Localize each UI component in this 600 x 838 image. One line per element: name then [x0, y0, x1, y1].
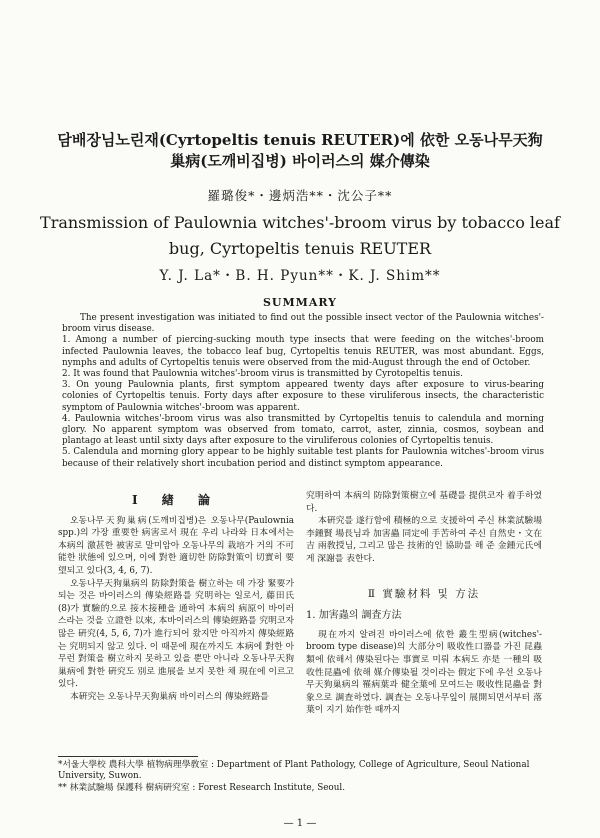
summary-item: 1. Among a number of piercing-sucking mouth type insects that were feeding on the witches'-broom infected Paulownia leaves, the tobacco leaf bug, Cyrtopeltis tenuis REUTER, was most abundant. Eggs, nymphs and adults of Cyrtopeltis tenuis were observed from the mid-August through the end of October. [62, 335, 544, 368]
korean-title-line2: 巢病(도깨비집병) 바이러스의 媒介傳染 [170, 152, 430, 170]
body-paragraph: 오동나무天狗巢病의 防除對策을 樹立하는 데 가장 緊要가 되는 것은 바이러스의 傳染經路를 究明하는 일로서, 藤田氏(8)가 實驗的으로 接木接種을 通하여 本病의 病原이 바이러스라는 것을 立證한 以來, 本바이러스의 傳染經路를 究明코자 많은 硏究(4, 5, 6, 7)가 進行되어 왔지만 아직까지 傳染經路는 究明되지 않고 있다. 이 때문에 現在까지도 本病에 對한 아무런 對策을 樹立하지 못하고 있을 뿐만 아니라 오동나무天狗巢病에 對한 硏究도 別로 進展을 보지 못한 채 現在에 이르고 있다. [58, 578, 294, 690]
summary-block [62, 313, 544, 470]
subsection-heading: 1. 加害蟲의 調査方法 [306, 610, 402, 622]
summary-item: 2. It was found that Paulownia witches'-broom virus is transmitted by Cyrotopeltis tenuis. [62, 369, 463, 380]
right-column [306, 490, 542, 717]
korean-title [0, 130, 600, 172]
body-paragraph: 究明하여 本病의 防除對策樹立에 基礎를 提供코자 着手하였다. [306, 491, 542, 514]
body-paragraph: 오동나무天狗巢病(도깨비집병)은 오동나무(Paulownia spp.)의 가장 重要한 病害로서 現在 우리 나라와 日本에서는 本病의 激甚한 被害로 말미암아 오동나무의 栽培가 거의 不可能한 狀態에 있으며, 이에 對한 適切한 防除對策이 切實히 要望되고 있다(3, 4, 6, 7). [58, 515, 294, 576]
summary-item: 4. Paulownia witches'-broom virus was also transmitted by Cyrtopeltis tenuis to calendula and morning glory. No apparent symptom was observed from tomato, carrot, aster, zinnia, cosmos, soybean and plantago at least until sixty days after exposure to the viruliferous colonies of Cyrtopeltis tenuis. [62, 413, 544, 447]
summary-heading: SUMMARY [262, 296, 338, 309]
footnote-1: *서울大學校 農科大學 植物病理學敎室 : Department of Plant Pathology, College of Agriculture, Seoul National University, Suwon. [58, 760, 530, 781]
english-title-line2: bug, Cyrtopeltis tenuis REUTER [168, 239, 432, 258]
footnote-divider [58, 756, 198, 757]
body-paragraph: 本硏究를 遂行함에 積極的으로 支援하여 주신 林業試驗場 李鍾賢 場長님과 加害蟲 同定에 手苦하여 주신 自然史・文在吉 兩敎授님, 그리고 많은 技術的인 協助를 해 준 金鍾元氏에게 深謝를 表한다. [306, 516, 542, 564]
summary-item: 3. On young Paulownia plants, first symptom appeared twenty days after exposure to virus-bearing colonies of Cyrtopeltis tenuis. Forty days after exposure to these viruliferous insects, the characteristic symptom of Paulownia witches'-broom was apparent. [62, 380, 544, 413]
section-heading-materials-methods: Ⅱ 實驗材料 및 方法 [367, 587, 481, 600]
body-paragraph: 本硏究는 오동나무天狗巢病 바이러스의 傳染經路를 [70, 691, 269, 702]
body-paragraph: 現在까지 알려진 바이러스에 依한 叢生型病(witches'-broom type disease)의 大部分이 吸收性口器를 가진 昆蟲類에 依해서 傳染된다는 事實로 미뤄 本病도 亦是 一種의 吸收性昆蟲에 依해 媒介傳染될 것이라는 假定下에 우선 오동나무天狗巢病의 罹病葉과 健全葉에 모여드는 吸收性昆蟲을 對象으로 調査하였다. 調査는 오동나무잎이 展開되면서부터 落葉이 지기 始作한 때까지 [306, 629, 542, 716]
english-title-line1: Transmission of Paulownia witches'-broom virus by tobacco leaf [40, 213, 560, 232]
english-authors: Y. J. La*・B. H. Pyun**・K. J. Shim** [159, 268, 441, 284]
english-title [0, 210, 600, 262]
page-number: — 1 — [283, 818, 317, 829]
footnote-2: ** 林業試驗場 保護科 樹病硏究室 : Forest Research Institute, Seoul. [58, 783, 346, 793]
summary-intro: The present investigation was initiated to find out the possible insect vector of the Paulownia witches'-broom virus disease. [62, 313, 544, 335]
korean-title-line1: 담배장님노린재(Cyrtopeltis tenuis REUTER)에 依한 오동나무天狗 [57, 131, 543, 149]
summary-item: 5. Calendula and morning glory appear to be highly suitable test plants for Paulownia witches'-broom virus because of their relatively short incubation period and distinct symptom appearance. [62, 447, 544, 469]
section-heading-introduction: I 緖 論 [132, 493, 220, 507]
left-column [58, 490, 294, 704]
korean-authors: 羅璐俊*・邊炳浩**・沈公子** [207, 188, 393, 203]
